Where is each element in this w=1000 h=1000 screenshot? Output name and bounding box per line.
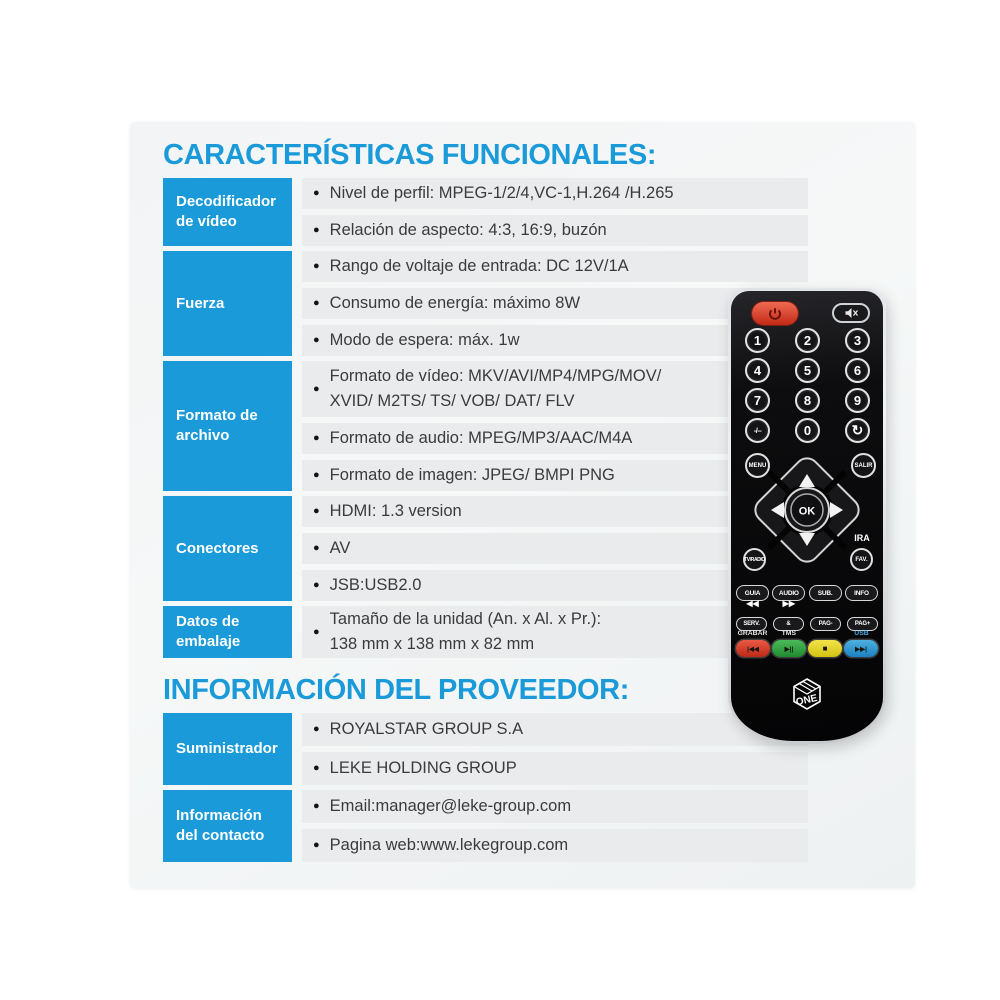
play-pause-icon: ▶|| — [784, 645, 794, 653]
remote-play-pause-button — [772, 640, 806, 657]
tms-label: TMS — [781, 630, 796, 637]
bullet-icon: ● — [313, 432, 320, 445]
remote-media-row — [736, 640, 878, 657]
table-row: ● Formato de vídeo: MKV/AVI/MP4/MPG/MOV/ XVID/ M2TS/ TS/ VOB/ DAT/ FLV — [302, 361, 808, 417]
table-row: ● Modo de espera: máx. 1w — [302, 325, 808, 356]
bullet-icon: ● — [313, 334, 320, 347]
bullet-icon: ● — [313, 505, 320, 518]
remote-menu-button: MENU — [745, 453, 770, 478]
remote-record-button — [736, 640, 770, 657]
remote-skip-forward-button — [844, 640, 878, 657]
remote-key-dash: -/-- — [745, 418, 770, 443]
bullet-icon: ● — [313, 625, 320, 638]
remote-subtitle-button: SUB. — [809, 585, 842, 601]
bullet-icon: ● — [313, 260, 320, 273]
group-label: Datos de embalaje — [163, 606, 292, 658]
group-label: Información del contacto — [163, 790, 292, 862]
remote-serv-button: SERV. — [736, 617, 767, 631]
skip-forward-icon: ▶▶| — [855, 645, 867, 653]
provider-section-title: INFORMACIÓN DEL PROVEEDOR: — [163, 674, 629, 706]
group-label: Conectores — [163, 496, 292, 601]
table-group-video-decoder — [163, 178, 808, 246]
table-row: ● ROYALSTAR GROUP S.A — [302, 713, 808, 746]
remote-info-button: INFO — [845, 585, 878, 601]
bullet-icon: ● — [313, 800, 320, 813]
group-label: Suministrador — [163, 713, 292, 785]
power-icon — [768, 307, 782, 321]
group-label: Fuerza — [163, 251, 292, 356]
remote-key-7: 7 — [745, 388, 770, 413]
remote-audio-button: AUDIO — [772, 585, 805, 601]
bullet-icon: ● — [313, 542, 320, 555]
remote-key-9: 9 — [845, 388, 870, 413]
remote-fav-button: FAV. — [850, 548, 873, 571]
remote-digit-pad — [745, 328, 870, 443]
group-label: Decodificador de vídeo — [163, 178, 292, 246]
remote-key-8: 8 — [795, 388, 820, 413]
remote-key-5: 5 — [795, 358, 820, 383]
table-row: ● Nivel de perfil: MPEG-1/2/4,VC-1,H.264 /H.265 — [302, 178, 808, 209]
table-row: ● Consumo de energía: máximo 8W — [302, 288, 808, 319]
table-row: ● Rango de voltaje de entrada: DC 12V/1A — [302, 251, 808, 282]
remote-seek-labels — [736, 600, 878, 608]
remote-key-6: 6 — [845, 358, 870, 383]
remote-ira-label: IRA — [854, 533, 870, 543]
bullet-icon: ● — [313, 187, 320, 200]
table-row: ● Tamaño de la unidad (An. x Al. x Pr.): 138 mm x 138 mm x 82 mm — [302, 606, 808, 658]
bullet-icon: ● — [313, 469, 320, 482]
remote-tv-radio-button: TV/RADIO — [743, 548, 766, 571]
table-row: ● Formato de audio: MPEG/MP3/AAC/M4A — [302, 423, 808, 454]
remote-key-2: 2 — [795, 328, 820, 353]
bullet-icon: ● — [313, 723, 320, 736]
table-row: ● Formato de imagen: JPEG/ BMPI PNG — [302, 460, 808, 491]
bullet-icon: ● — [313, 579, 320, 592]
remote-power-button — [752, 302, 798, 325]
remote-ok-button: OK — [798, 505, 816, 518]
remote-key-0: 0 — [795, 418, 820, 443]
remote-key-1: 1 — [745, 328, 770, 353]
rewind-icon: ◀◀ — [746, 599, 759, 608]
table-group-packing-data — [163, 606, 808, 658]
table-row: ● AV — [302, 533, 808, 564]
remote-mute-button — [832, 303, 870, 323]
usb-label: USB — [854, 630, 869, 637]
table-row: ● JSB:USB2.0 — [302, 570, 808, 601]
remote-control-image — [728, 288, 886, 744]
table-group-connectors — [163, 496, 808, 601]
remote-key-3: 3 — [845, 328, 870, 353]
one-brand-cube-logo — [787, 674, 827, 714]
provider-table — [163, 713, 808, 867]
remote-page-up-button: PAG+ — [847, 617, 878, 631]
remote-guide-button: GUIA — [736, 585, 769, 601]
remote-media-labels — [736, 631, 878, 638]
remote-stop-button — [808, 640, 842, 657]
spec-table — [163, 178, 808, 663]
fast-forward-icon: ▶▶ — [782, 599, 795, 608]
features-section-title: CARACTERÍSTICAS FUNCIONALES: — [163, 139, 657, 171]
table-row: ● Pagina web:www.lekegroup.com — [302, 829, 808, 862]
one-brand-text: ONE — [794, 692, 819, 709]
table-row: ● Relación de aspecto: 4:3, 16:9, buzón — [302, 215, 808, 246]
table-group-contact — [163, 790, 808, 862]
remote-service-row — [736, 617, 878, 631]
remote-amp-button: & — [773, 617, 804, 631]
remote-key-4: 4 — [745, 358, 770, 383]
table-group-supplier — [163, 713, 808, 785]
record-label: GRABAR — [737, 630, 768, 637]
remote-exit-button: SALIR — [851, 453, 876, 478]
bullet-icon: ● — [313, 224, 320, 237]
remote-dpad — [749, 452, 865, 568]
table-group-power — [163, 251, 808, 356]
table-row: ● Email:manager@leke-group.com — [302, 790, 808, 823]
bullet-icon: ● — [313, 839, 320, 852]
stop-icon: ■ — [822, 644, 828, 653]
mute-speaker-icon — [844, 307, 859, 319]
group-label: Formato de archivo — [163, 361, 292, 491]
bullet-icon: ● — [313, 382, 320, 395]
remote-page-down-button: PAG- — [810, 617, 841, 631]
bullet-icon: ● — [313, 297, 320, 310]
table-group-file-format — [163, 361, 808, 491]
bullet-icon: ● — [313, 762, 320, 775]
skip-back-icon: |◀◀ — [747, 645, 759, 653]
table-row: ● LEKE HOLDING GROUP — [302, 752, 808, 785]
table-row: ● HDMI: 1.3 version — [302, 496, 808, 527]
remote-recall-icon: ↻ — [845, 418, 870, 443]
